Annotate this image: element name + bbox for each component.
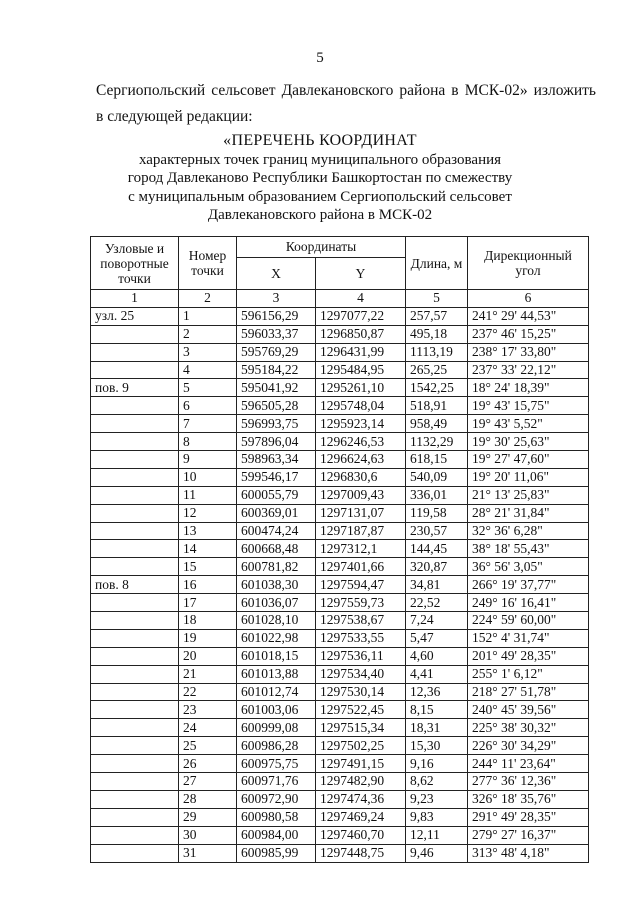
segment-length: 320,87	[406, 558, 468, 576]
point-number: 21	[179, 665, 237, 683]
coord-x: 601018,15	[237, 647, 316, 665]
direction-angle: 36° 56' 3,05"	[468, 558, 589, 576]
point-number: 1	[179, 307, 237, 325]
segment-length: 4,41	[406, 665, 468, 683]
direction-angle: 313° 48' 4,18"	[468, 844, 589, 862]
direction-angle: 21° 13' 25,83"	[468, 486, 589, 504]
coord-y: 1296624,63	[316, 451, 406, 469]
point-number: 31	[179, 844, 237, 862]
direction-angle: 326° 18' 35,76"	[468, 790, 589, 808]
table-row	[91, 719, 589, 737]
coord-y: 1296246,53	[316, 433, 406, 451]
coord-x: 601038,30	[237, 576, 316, 594]
direction-angle: 244° 11' 23,64"	[468, 755, 589, 773]
direction-angle: 218° 27' 51,78"	[468, 683, 589, 701]
direction-angle: 28° 21' 31,84"	[468, 504, 589, 522]
coord-y: 1297448,75	[316, 844, 406, 862]
table-row	[91, 486, 589, 504]
coordinates-table	[90, 236, 589, 863]
point-number: 29	[179, 808, 237, 826]
node-label	[91, 540, 179, 558]
coord-y: 1296830,6	[316, 468, 406, 486]
segment-length: 1132,29	[406, 433, 468, 451]
column-number: 1	[91, 290, 179, 308]
node-label: пов. 9	[91, 379, 179, 397]
direction-angle: 291° 49' 28,35"	[468, 808, 589, 826]
direction-angle: 255° 1' 6,12"	[468, 665, 589, 683]
point-number: 19	[179, 629, 237, 647]
direction-angle: 266° 19' 37,77"	[468, 576, 589, 594]
coord-x: 600972,90	[237, 790, 316, 808]
table-row	[91, 665, 589, 683]
direction-angle: 19° 27' 47,60"	[468, 451, 589, 469]
point-number: 30	[179, 826, 237, 844]
coord-x: 600668,48	[237, 540, 316, 558]
table-row	[91, 808, 589, 826]
point-number: 18	[179, 612, 237, 630]
point-number: 17	[179, 594, 237, 612]
heading-line-3: город Давлеканово Республики Башкортостан по смежеству	[127, 170, 513, 186]
table-row	[91, 612, 589, 630]
point-number: 20	[179, 647, 237, 665]
node-label	[91, 522, 179, 540]
direction-angle: 240° 45' 39,56"	[468, 701, 589, 719]
direction-angle: 19° 20' 11,06"	[468, 468, 589, 486]
point-number: 6	[179, 397, 237, 415]
table-row	[91, 826, 589, 844]
direction-angle: 19° 43' 5,52"	[468, 415, 589, 433]
intro-line-1: Сергиопольский сельсовет Давлекановского района в МСК-02» изложить	[96, 82, 596, 99]
node-label	[91, 790, 179, 808]
direction-angle: 249° 16' 16,41"	[468, 594, 589, 612]
coord-y: 1297502,25	[316, 737, 406, 755]
header-y: Y	[316, 257, 406, 289]
coord-x: 596505,28	[237, 397, 316, 415]
table-row	[91, 307, 589, 325]
coord-x: 595184,22	[237, 361, 316, 379]
coord-x: 600055,79	[237, 486, 316, 504]
coord-y: 1296431,99	[316, 343, 406, 361]
node-label	[91, 737, 179, 755]
segment-length: 336,01	[406, 486, 468, 504]
table-row	[91, 755, 589, 773]
coord-y: 1297077,22	[316, 307, 406, 325]
coord-y: 1295261,10	[316, 379, 406, 397]
coord-x: 600369,01	[237, 504, 316, 522]
node-label	[91, 647, 179, 665]
node-label	[91, 451, 179, 469]
table-row	[91, 701, 589, 719]
coord-y: 1297009,43	[316, 486, 406, 504]
table-row	[91, 361, 589, 379]
coord-x: 595769,29	[237, 343, 316, 361]
coord-x: 601022,98	[237, 629, 316, 647]
node-label	[91, 665, 179, 683]
segment-length: 5,47	[406, 629, 468, 647]
point-number: 7	[179, 415, 237, 433]
node-label	[91, 433, 179, 451]
node-label	[91, 719, 179, 737]
point-number: 10	[179, 468, 237, 486]
point-number: 5	[179, 379, 237, 397]
point-number: 28	[179, 790, 237, 808]
coord-y: 1297594,47	[316, 576, 406, 594]
segment-length: 18,31	[406, 719, 468, 737]
coord-x: 601036,07	[237, 594, 316, 612]
direction-angle: 38° 18' 55,43"	[468, 540, 589, 558]
heading-line-5: Давлекановского района в МСК-02	[207, 207, 433, 223]
table-row	[91, 737, 589, 755]
direction-angle: 241° 29' 44,53"	[468, 307, 589, 325]
intro-line-2: в следующей редакции:	[96, 108, 253, 125]
table-row	[91, 468, 589, 486]
coord-y: 1297491,15	[316, 755, 406, 773]
node-label	[91, 325, 179, 343]
segment-length: 34,81	[406, 576, 468, 594]
heading-line-4: с муниципальным образованием Сергиопольский сельсовет	[128, 188, 512, 205]
coord-y: 1297533,55	[316, 629, 406, 647]
table-row	[91, 790, 589, 808]
table-body	[91, 307, 589, 862]
header-x: X	[237, 257, 316, 289]
coord-x: 601028,10	[237, 612, 316, 630]
segment-length: 265,25	[406, 361, 468, 379]
point-number: 8	[179, 433, 237, 451]
coord-y: 1297469,24	[316, 808, 406, 826]
point-number: 4	[179, 361, 237, 379]
coord-y: 1297536,11	[316, 647, 406, 665]
coord-y: 1297131,07	[316, 504, 406, 522]
coord-x: 596033,37	[237, 325, 316, 343]
node-label	[91, 629, 179, 647]
header-coordinates: Координаты	[237, 237, 406, 258]
node-label	[91, 504, 179, 522]
coord-y: 1297559,73	[316, 594, 406, 612]
coord-x: 601003,06	[237, 701, 316, 719]
segment-length: 540,09	[406, 468, 468, 486]
node-label	[91, 612, 179, 630]
coord-x: 598963,34	[237, 451, 316, 469]
table-row	[91, 647, 589, 665]
table-row	[91, 558, 589, 576]
coord-y: 1297482,90	[316, 773, 406, 791]
coord-y: 1297534,40	[316, 665, 406, 683]
segment-length: 9,46	[406, 844, 468, 862]
coord-y: 1297515,34	[316, 719, 406, 737]
segment-length: 12,11	[406, 826, 468, 844]
column-number: 5	[406, 290, 468, 308]
segment-length: 15,30	[406, 737, 468, 755]
direction-angle: 225° 38' 30,32"	[468, 719, 589, 737]
coord-x: 600975,75	[237, 755, 316, 773]
table-row	[91, 325, 589, 343]
coord-y: 1297538,67	[316, 612, 406, 630]
direction-angle: 152° 4' 31,74"	[468, 629, 589, 647]
node-label	[91, 594, 179, 612]
page-number: 5	[316, 50, 324, 66]
segment-length: 958,49	[406, 415, 468, 433]
coord-x: 595041,92	[237, 379, 316, 397]
table-row	[91, 504, 589, 522]
point-number: 26	[179, 755, 237, 773]
coord-y: 1297460,70	[316, 826, 406, 844]
heading-line-2: характерных точек границ муниципального образования	[138, 151, 502, 168]
heading-title: «ПЕРЕЧЕНЬ КООРДИНАТ	[223, 132, 417, 149]
segment-length: 9,23	[406, 790, 468, 808]
coord-y: 1297530,14	[316, 683, 406, 701]
direction-angle: 19° 30' 25,63"	[468, 433, 589, 451]
segment-length: 7,24	[406, 612, 468, 630]
point-number: 3	[179, 343, 237, 361]
table-row	[91, 433, 589, 451]
segment-length: 495,18	[406, 325, 468, 343]
node-label	[91, 773, 179, 791]
node-label	[91, 343, 179, 361]
coord-x: 599546,17	[237, 468, 316, 486]
node-label	[91, 844, 179, 862]
node-label	[91, 361, 179, 379]
table-row	[91, 683, 589, 701]
point-number: 27	[179, 773, 237, 791]
coord-y: 1297312,1	[316, 540, 406, 558]
header-point-number: Номер точки	[179, 237, 237, 290]
node-label: пов. 8	[91, 576, 179, 594]
table-row	[91, 576, 589, 594]
column-number-row	[91, 290, 589, 308]
coord-x: 596156,29	[237, 307, 316, 325]
coord-x: 600984,00	[237, 826, 316, 844]
coord-y: 1297522,45	[316, 701, 406, 719]
point-number: 25	[179, 737, 237, 755]
table-row	[91, 379, 589, 397]
node-label	[91, 397, 179, 415]
point-number: 12	[179, 504, 237, 522]
column-number: 6	[468, 290, 589, 308]
direction-angle: 237° 46' 15,25"	[468, 325, 589, 343]
table-row	[91, 343, 589, 361]
point-number: 15	[179, 558, 237, 576]
coord-x: 600474,24	[237, 522, 316, 540]
coord-x: 600781,82	[237, 558, 316, 576]
coord-y: 1295484,95	[316, 361, 406, 379]
node-label	[91, 683, 179, 701]
node-label	[91, 468, 179, 486]
table-row	[91, 415, 589, 433]
direction-angle: 32° 36' 6,28"	[468, 522, 589, 540]
segment-length: 119,58	[406, 504, 468, 522]
direction-angle: 226° 30' 34,29"	[468, 737, 589, 755]
point-number: 9	[179, 451, 237, 469]
segment-length: 9,83	[406, 808, 468, 826]
coord-x: 600986,28	[237, 737, 316, 755]
coord-x: 596993,75	[237, 415, 316, 433]
direction-angle: 19° 43' 15,75"	[468, 397, 589, 415]
segment-length: 144,45	[406, 540, 468, 558]
table-row	[91, 397, 589, 415]
coord-x: 600971,76	[237, 773, 316, 791]
coord-x: 597896,04	[237, 433, 316, 451]
coord-y: 1296850,87	[316, 325, 406, 343]
point-number: 13	[179, 522, 237, 540]
point-number: 24	[179, 719, 237, 737]
segment-length: 230,57	[406, 522, 468, 540]
table-row	[91, 773, 589, 791]
coord-y: 1297187,87	[316, 522, 406, 540]
table-row	[91, 844, 589, 862]
header-node-points: Узловые и поворотные точки	[91, 237, 179, 290]
header-length: Длина, м	[406, 237, 468, 290]
node-label	[91, 808, 179, 826]
list-heading	[0, 132, 640, 225]
direction-angle: 201° 49' 28,35"	[468, 647, 589, 665]
point-number: 11	[179, 486, 237, 504]
point-number: 14	[179, 540, 237, 558]
direction-angle: 277° 36' 12,36"	[468, 773, 589, 791]
node-label	[91, 415, 179, 433]
segment-length: 8,62	[406, 773, 468, 791]
coord-x: 601012,74	[237, 683, 316, 701]
table-row	[91, 629, 589, 647]
coord-y: 1295748,04	[316, 397, 406, 415]
segment-length: 1542,25	[406, 379, 468, 397]
point-number: 2	[179, 325, 237, 343]
coord-y: 1295923,14	[316, 415, 406, 433]
coord-y: 1297474,36	[316, 790, 406, 808]
point-number: 23	[179, 701, 237, 719]
node-label	[91, 755, 179, 773]
segment-length: 518,91	[406, 397, 468, 415]
table-row	[91, 594, 589, 612]
table-row	[91, 540, 589, 558]
segment-length: 8,15	[406, 701, 468, 719]
table-row	[91, 522, 589, 540]
header-direction-angle: Дирекционный угол	[468, 237, 589, 290]
direction-angle: 18° 24' 18,39"	[468, 379, 589, 397]
coord-y: 1297401,66	[316, 558, 406, 576]
direction-angle: 279° 27' 16,37"	[468, 826, 589, 844]
node-label	[91, 701, 179, 719]
direction-angle: 238° 17' 33,80"	[468, 343, 589, 361]
column-number: 4	[316, 290, 406, 308]
node-label	[91, 826, 179, 844]
coord-x: 600999,08	[237, 719, 316, 737]
segment-length: 1113,19	[406, 343, 468, 361]
point-number: 16	[179, 576, 237, 594]
direction-angle: 224° 59' 60,00"	[468, 612, 589, 630]
segment-length: 4,60	[406, 647, 468, 665]
point-number: 22	[179, 683, 237, 701]
column-number: 3	[237, 290, 316, 308]
coord-x: 601013,88	[237, 665, 316, 683]
node-label	[91, 558, 179, 576]
column-number: 2	[179, 290, 237, 308]
direction-angle: 237° 33' 22,12"	[468, 361, 589, 379]
node-label: узл. 25	[91, 307, 179, 325]
segment-length: 618,15	[406, 451, 468, 469]
segment-length: 12,36	[406, 683, 468, 701]
segment-length: 22,52	[406, 594, 468, 612]
segment-length: 257,57	[406, 307, 468, 325]
segment-length: 9,16	[406, 755, 468, 773]
table-row	[91, 451, 589, 469]
coord-x: 600980,58	[237, 808, 316, 826]
node-label	[91, 486, 179, 504]
coord-x: 600985,99	[237, 844, 316, 862]
